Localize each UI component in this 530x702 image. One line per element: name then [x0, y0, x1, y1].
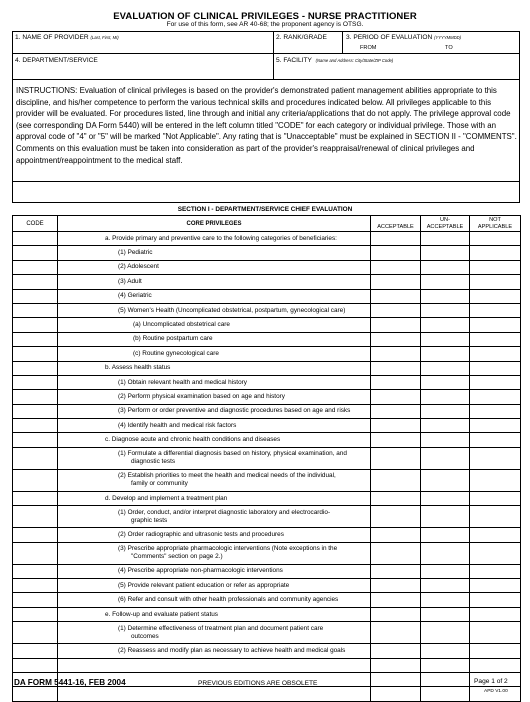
unacceptable-cell[interactable]	[421, 433, 470, 447]
acceptable-cell[interactable]	[371, 232, 421, 246]
provider-name-label: 1. NAME OF PROVIDER	[15, 34, 89, 41]
unacceptable-header-line2: ACCEPTABLE	[426, 223, 464, 230]
privilege-row	[13, 260, 521, 274]
privilege-text: a. Provide primary and preventive care to the following categories of beneficiaries:	[105, 234, 337, 242]
privilege-row	[13, 469, 521, 491]
not-applicable-cell[interactable]	[470, 607, 521, 621]
privilege-text: (2) Order radiographic and ultrasonic tests and procedures	[118, 530, 284, 538]
unacceptable-cell[interactable]	[421, 260, 470, 274]
code-cell[interactable]	[13, 347, 58, 361]
acceptable-header: ACCEPTABLE	[371, 216, 421, 232]
code-cell[interactable]	[13, 260, 58, 274]
privilege-text: (1) Pediatric	[118, 249, 153, 257]
unacceptable-cell[interactable]	[421, 528, 470, 542]
acceptable-cell[interactable]	[371, 644, 421, 658]
acceptable-cell[interactable]	[371, 347, 421, 361]
not-applicable-cell[interactable]	[470, 375, 521, 389]
unacceptable-cell[interactable]	[421, 375, 470, 389]
privilege-description	[58, 361, 371, 375]
not-applicable-cell[interactable]	[470, 246, 521, 260]
unacceptable-cell[interactable]	[421, 687, 470, 701]
not-applicable-cell[interactable]	[470, 469, 521, 491]
privilege-text-continued: graphic tests	[131, 516, 168, 524]
code-cell[interactable]	[13, 564, 58, 578]
privilege-text: (4) Identify health and medical risk factors	[118, 421, 237, 429]
unacceptable-header	[421, 216, 470, 232]
not-applicable-cell[interactable]	[470, 289, 521, 303]
acceptable-cell[interactable]	[371, 375, 421, 389]
unacceptable-cell[interactable]	[421, 275, 470, 289]
acceptable-cell[interactable]	[371, 506, 421, 528]
privileges-table	[12, 215, 521, 702]
not-applicable-cell[interactable]	[470, 303, 521, 317]
unacceptable-header-line1: UN-	[440, 216, 450, 223]
section-title: SECTION I - DEPARTMENT/SERVICE CHIEF EVALUATION	[177, 206, 353, 213]
privilege-text: (2) Establish priorities to meet the health and medical needs of the individual,	[118, 472, 336, 480]
privilege-description	[58, 260, 371, 274]
acceptable-cell[interactable]	[371, 447, 421, 469]
code-cell[interactable]	[13, 506, 58, 528]
unacceptable-cell[interactable]	[421, 347, 470, 361]
privilege-row	[13, 447, 521, 469]
not-applicable-cell[interactable]	[470, 658, 521, 672]
privilege-description	[58, 347, 371, 361]
privilege-row	[13, 579, 521, 593]
code-cell[interactable]	[13, 318, 58, 332]
page-number: Page 1 of 2	[474, 678, 508, 685]
unacceptable-cell[interactable]	[421, 404, 470, 418]
privilege-row	[13, 404, 521, 418]
acceptable-cell[interactable]	[371, 622, 421, 644]
privilege-text: (2) Perform physical examination based on age and history	[118, 392, 285, 400]
privilege-text: (5) Provide relevant patient education or refer as appropriate	[118, 581, 290, 589]
unacceptable-cell[interactable]	[421, 390, 470, 404]
facility-hint: (Name and Address: City/State/ZIP Code)	[315, 58, 394, 63]
not-applicable-cell[interactable]	[470, 622, 521, 644]
privilege-description	[58, 607, 371, 621]
unacceptable-cell[interactable]	[421, 318, 470, 332]
privilege-description	[58, 232, 371, 246]
unacceptable-cell[interactable]	[421, 579, 470, 593]
table-header-row	[13, 216, 521, 232]
privilege-description	[58, 419, 371, 433]
privilege-row	[13, 564, 521, 578]
privilege-text: (3) Prescribe appropriate pharmacologic interventions (Note exceptions in the	[118, 545, 338, 553]
privilege-text: (6) Refer and consult with other health professionals and community agencies	[118, 596, 339, 604]
acceptable-cell[interactable]	[371, 303, 421, 317]
not-applicable-cell[interactable]	[470, 433, 521, 447]
privilege-row	[13, 542, 521, 564]
privilege-description	[58, 506, 371, 528]
code-cell[interactable]	[13, 289, 58, 303]
privilege-text-continued: outcomes	[131, 632, 159, 640]
not-applicable-cell[interactable]	[470, 419, 521, 433]
department-service-field[interactable]	[12, 53, 274, 80]
code-cell[interactable]	[13, 275, 58, 289]
privilege-text: (4) Geriatric	[118, 292, 152, 300]
rank-grade-field[interactable]	[273, 31, 343, 54]
privilege-description	[58, 275, 371, 289]
privilege-row	[13, 419, 521, 433]
privilege-description	[58, 687, 371, 701]
code-cell[interactable]	[13, 361, 58, 375]
not-applicable-cell[interactable]	[470, 564, 521, 578]
code-cell[interactable]	[13, 419, 58, 433]
unacceptable-cell[interactable]	[421, 593, 470, 607]
acceptable-cell[interactable]	[371, 275, 421, 289]
apd-version: APD V1.00	[484, 689, 508, 694]
privilege-text: (3) Perform or order preventive and diagnostic procedures based on age and risks	[118, 407, 351, 415]
privilege-row	[13, 246, 521, 260]
privilege-text: (5) Women's Health (Uncomplicated obstetrical, postpartum, gynecological care)	[118, 306, 346, 314]
code-cell[interactable]	[13, 593, 58, 607]
privilege-description	[58, 528, 371, 542]
privilege-text: (4) Prescribe appropriate non-pharmacologic interventions	[118, 567, 283, 575]
not-applicable-cell[interactable]	[470, 260, 521, 274]
not-applicable-cell[interactable]	[470, 390, 521, 404]
privilege-text: (1) Obtain relevant health and medical history	[118, 378, 247, 386]
privilege-text: (2) Reassess and modify plan as necessary to achieve health and medical goals	[118, 646, 346, 654]
privilege-row	[13, 658, 521, 672]
acceptable-cell[interactable]	[371, 658, 421, 672]
code-cell[interactable]	[13, 447, 58, 469]
privilege-description	[58, 246, 371, 260]
privilege-text: d. Develop and implement a treatment plan	[105, 494, 228, 502]
unacceptable-cell[interactable]	[421, 447, 470, 469]
acceptable-cell[interactable]	[371, 289, 421, 303]
privilege-description	[58, 542, 371, 564]
to-label: TO	[445, 45, 453, 51]
facility-label: 5. FACILITY	[276, 57, 312, 64]
privilege-text: (1) Determine effectiveness of treatment plan and document patient care	[118, 624, 324, 632]
period-hint: (YYYYMMDD)	[434, 35, 462, 40]
privilege-text: e. Follow-up and evaluate patient status	[105, 610, 218, 618]
period-label: 3. PERIOD OF EVALUATION	[346, 34, 433, 41]
unacceptable-cell[interactable]	[421, 672, 470, 686]
code-cell[interactable]	[13, 404, 58, 418]
unacceptable-cell[interactable]	[421, 232, 470, 246]
not-applicable-cell[interactable]	[470, 491, 521, 505]
privilege-row	[13, 361, 521, 375]
rank-grade-label: 2. RANK/GRADE	[276, 34, 327, 41]
not-applicable-cell[interactable]	[470, 361, 521, 375]
not-applicable-cell[interactable]	[470, 318, 521, 332]
privilege-row	[13, 433, 521, 447]
acceptable-cell[interactable]	[371, 332, 421, 346]
privilege-description	[58, 390, 371, 404]
not-applicable-cell[interactable]	[470, 232, 521, 246]
unacceptable-cell[interactable]	[421, 542, 470, 564]
privilege-description	[58, 593, 371, 607]
code-cell[interactable]	[13, 390, 58, 404]
from-label: FROM	[360, 45, 377, 51]
privilege-description	[58, 644, 371, 658]
not-applicable-cell[interactable]	[470, 644, 521, 658]
core-privileges-header: CORE PRIVILEGES	[58, 216, 371, 232]
code-cell[interactable]	[13, 644, 58, 658]
unacceptable-cell[interactable]	[421, 644, 470, 658]
unacceptable-cell[interactable]	[421, 506, 470, 528]
facility-field[interactable]	[273, 53, 520, 80]
privilege-row	[13, 607, 521, 621]
not-applicable-cell[interactable]	[470, 593, 521, 607]
privilege-row	[13, 275, 521, 289]
privilege-description	[58, 491, 371, 505]
privilege-description	[58, 564, 371, 578]
privilege-row	[13, 375, 521, 389]
privilege-row	[13, 644, 521, 658]
unacceptable-cell[interactable]	[421, 607, 470, 621]
privilege-description	[58, 433, 371, 447]
not-applicable-header	[470, 216, 521, 232]
privilege-text: c. Diagnose acute and chronic health conditions and diseases	[105, 436, 281, 444]
code-cell[interactable]	[13, 622, 58, 644]
code-cell[interactable]	[13, 491, 58, 505]
acceptable-cell[interactable]	[371, 564, 421, 578]
previous-editions-note: PREVIOUS EDITIONS ARE OBSOLETE	[198, 680, 318, 687]
code-cell[interactable]	[13, 687, 58, 701]
privilege-text: b. Assess health status	[105, 364, 171, 372]
not-applicable-cell[interactable]	[470, 404, 521, 418]
unacceptable-cell[interactable]	[421, 303, 470, 317]
privilege-text: (b) Routine postpartum care	[133, 335, 213, 343]
not-applicable-cell[interactable]	[470, 332, 521, 346]
privilege-row	[13, 303, 521, 317]
privilege-row	[13, 318, 521, 332]
acceptable-cell[interactable]	[371, 433, 421, 447]
privilege-row	[13, 593, 521, 607]
not-applicable-cell[interactable]	[470, 542, 521, 564]
privilege-row	[13, 289, 521, 303]
privilege-text: (c) Routine gynecological care	[133, 349, 219, 357]
unacceptable-cell[interactable]	[421, 246, 470, 260]
privilege-text: (3) Adult	[118, 277, 142, 285]
unacceptable-cell[interactable]	[421, 469, 470, 491]
acceptable-cell[interactable]	[371, 469, 421, 491]
privilege-row	[13, 687, 521, 701]
acceptable-cell[interactable]	[371, 672, 421, 686]
form-title: EVALUATION OF CLINICAL PRIVILEGES - NURSE PRACTITIONER	[113, 11, 417, 22]
privilege-description	[58, 579, 371, 593]
acceptable-cell[interactable]	[371, 318, 421, 332]
acceptable-cell[interactable]	[371, 404, 421, 418]
not-applicable-cell[interactable]	[470, 447, 521, 469]
code-header: CODE	[13, 216, 58, 232]
code-cell[interactable]	[13, 579, 58, 593]
privilege-text: (1) Order, conduct, and/or interpret diagnostic laboratory and electrocardio-	[118, 508, 331, 516]
acceptable-cell[interactable]	[371, 361, 421, 375]
code-cell[interactable]	[13, 542, 58, 564]
acceptable-cell[interactable]	[371, 593, 421, 607]
unacceptable-cell[interactable]	[421, 361, 470, 375]
acceptable-cell[interactable]	[371, 390, 421, 404]
not-applicable-cell[interactable]	[470, 528, 521, 542]
privilege-description	[58, 469, 371, 491]
code-cell[interactable]	[13, 232, 58, 246]
acceptable-cell[interactable]	[371, 528, 421, 542]
privilege-text: (2) Adolescent	[118, 263, 159, 271]
code-cell[interactable]	[13, 528, 58, 542]
code-cell[interactable]	[13, 433, 58, 447]
privilege-text-continued: "Comments" section on page 2.)	[131, 553, 223, 561]
acceptable-cell[interactable]	[371, 542, 421, 564]
unacceptable-cell[interactable]	[421, 419, 470, 433]
acceptable-cell[interactable]	[371, 419, 421, 433]
instructions-text: INSTRUCTIONS: Evaluation of clinical privileges is based on the provider's demonstrated patient management abilities appropriate to this discipline, and his/her competence to perform the various technical skills and procedures indicated below. All privileges applicable to this provider will be evaluated. For procedures listed, line through and initial any criteria/applications that do not apply. The privilege approval code (see corresponding DA Form 5440) will be entered in the left column titled "CODE" for each category or individual privilege. Those with an approval code of "4" or "5" will be marked "Not Applicable". Any rating that is "Unacceptable" must be explained in SECTION II - "COMMENTS". Comments on this evaluation must be taken into consideration as part of the provider's reappraisal/renewal of clinical privileges and appointment/reappointment to the medical staff.	[16, 86, 517, 165]
privilege-description	[58, 303, 371, 317]
privilege-description	[58, 318, 371, 332]
acceptable-cell[interactable]	[371, 579, 421, 593]
privilege-description	[58, 447, 371, 469]
unacceptable-cell[interactable]	[421, 622, 470, 644]
acceptable-cell[interactable]	[371, 607, 421, 621]
privilege-description	[58, 289, 371, 303]
unacceptable-cell[interactable]	[421, 332, 470, 346]
privilege-row	[13, 491, 521, 505]
unacceptable-cell[interactable]	[421, 289, 470, 303]
privilege-description	[58, 658, 371, 672]
acceptable-cell[interactable]	[371, 687, 421, 701]
not-applicable-header-line2: APPLICABLE	[477, 223, 513, 230]
privilege-description	[58, 404, 371, 418]
privilege-row	[13, 506, 521, 528]
privilege-description	[58, 332, 371, 346]
period-of-evaluation-field[interactable]	[342, 31, 520, 54]
form-number: DA FORM 5441-16, FEB 2004	[14, 678, 126, 687]
code-cell[interactable]	[13, 607, 58, 621]
privilege-row	[13, 332, 521, 346]
code-cell[interactable]	[13, 246, 58, 260]
not-applicable-cell[interactable]	[470, 579, 521, 593]
not-applicable-header-line1: NOT	[489, 216, 501, 223]
section-spacer	[12, 181, 520, 203]
acceptable-cell[interactable]	[371, 491, 421, 505]
code-cell[interactable]	[13, 332, 58, 346]
privilege-description	[58, 375, 371, 389]
privilege-row	[13, 232, 521, 246]
not-applicable-cell[interactable]	[470, 506, 521, 528]
privilege-row	[13, 622, 521, 644]
code-cell[interactable]	[13, 303, 58, 317]
privilege-text: (a) Uncomplicated obstetrical care	[133, 321, 230, 329]
code-cell[interactable]	[13, 469, 58, 491]
unacceptable-cell[interactable]	[421, 658, 470, 672]
not-applicable-cell[interactable]	[470, 275, 521, 289]
provider-name-field[interactable]	[12, 31, 274, 54]
provider-name-hint: (Last, First, MI)	[90, 35, 119, 40]
acceptable-cell[interactable]	[371, 246, 421, 260]
department-label: 4. DEPARTMENT/SERVICE	[15, 57, 98, 64]
not-applicable-cell[interactable]	[470, 347, 521, 361]
unacceptable-cell[interactable]	[421, 564, 470, 578]
privilege-row	[13, 528, 521, 542]
unacceptable-cell[interactable]	[421, 491, 470, 505]
privilege-text-continued: family or community	[131, 480, 188, 488]
code-cell[interactable]	[13, 375, 58, 389]
privilege-row	[13, 347, 521, 361]
acceptable-cell[interactable]	[371, 260, 421, 274]
code-cell[interactable]	[13, 658, 58, 672]
privilege-description	[58, 622, 371, 644]
privilege-text: (1) Formulate a differential diagnosis based on history, physical examination, and	[118, 450, 347, 458]
privilege-row	[13, 390, 521, 404]
privilege-text-continued: diagnostic tests	[131, 458, 176, 466]
form-subtitle: For use of this form, see AR 40-68; the proponent agency is OTSG.	[166, 21, 364, 28]
